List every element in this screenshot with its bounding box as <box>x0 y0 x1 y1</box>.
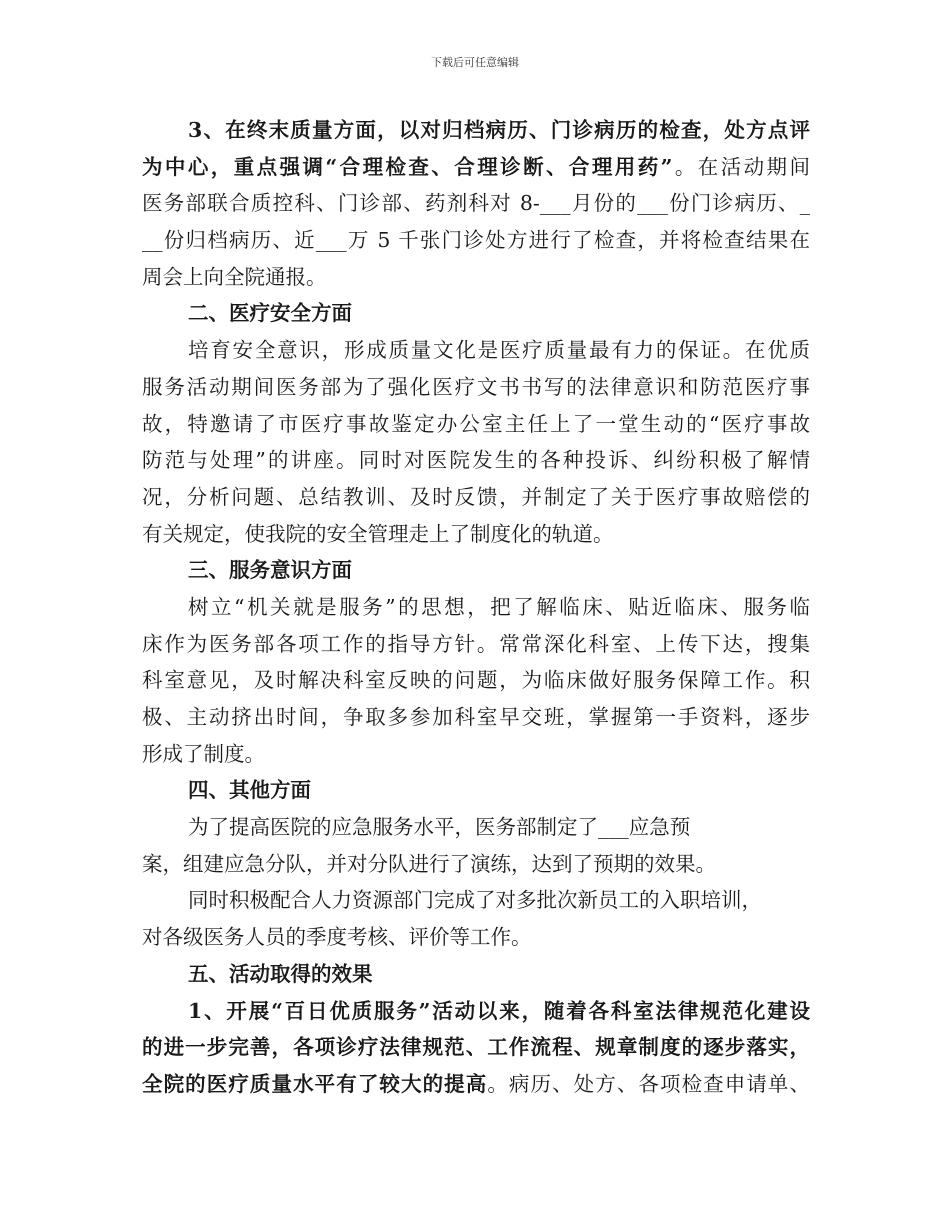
bold-text: 五、活动取得的效果 <box>188 961 373 986</box>
text-line <box>142 222 810 259</box>
bold-text: 四、其他方面 <box>188 778 311 803</box>
body-text: 医务部联合质控科、门诊部、药剂科对 8-___月份的___份门诊病历、_ <box>142 191 810 216</box>
document-body <box>142 112 810 1103</box>
text-line <box>142 956 810 993</box>
text-line <box>142 1066 810 1103</box>
body-text: 。在活动期间 <box>672 154 810 179</box>
bold-text: 二、医疗安全方面 <box>188 301 352 326</box>
bold-text: 全院的医疗质量水平有了较大的提高 <box>142 1071 488 1096</box>
body-text: 科室意见，及时解决科室反映的问题，为临床做好服务保障工作。积 <box>142 668 810 693</box>
text-line <box>142 149 810 186</box>
body-text: 极、主动挤出时间，争取多参加科室早交班，掌握第一手资料，逐步 <box>142 705 810 729</box>
text-line <box>142 259 810 296</box>
text-line <box>142 993 810 1030</box>
body-text: 况，分析问题、总结教训、及时反馈，并制定了关于医疗事故赔偿的 <box>142 484 810 509</box>
bold-text: 为中心，重点强调“合理检查、合理诊断、合理用药” <box>142 154 673 179</box>
body-text: 树立“机关就是服务”的思想，把了解临床、贴近临床、服务临 <box>188 594 810 619</box>
text-line <box>142 185 810 222</box>
text-line <box>142 589 810 626</box>
body-text: 为了提高医院的应急服务水平，医务部制定了___应急预 <box>188 815 691 840</box>
text-line <box>142 772 810 809</box>
body-text: 故，特邀请了市医疗事故鉴定办公室主任上了一堂生动的“医疗事故 <box>142 411 810 436</box>
body-text: 培育安全意识，形成质量文化是医疗质量最有力的保证。在优质 <box>188 338 810 363</box>
text-line <box>142 662 810 699</box>
text-line <box>142 479 810 516</box>
text-line <box>142 809 810 846</box>
text-line <box>142 552 810 589</box>
text-line <box>142 332 810 369</box>
body-text: 。病历、处方、各项检查申请单、 <box>487 1071 810 1096</box>
text-line <box>142 112 810 149</box>
body-text: 有关规定，使我院的安全管理走上了制度化的轨道。 <box>142 521 614 546</box>
body-text: 服务活动期间医务部为了强化医疗文书书写的法律意识和防范医疗事 <box>142 374 810 399</box>
body-text: 案，组建应急分队，并对分队进行了演练，达到了预期的效果。 <box>142 851 716 876</box>
body-text: 周会上向全院通报。 <box>142 264 327 289</box>
text-line <box>142 406 810 443</box>
body-text: 对各级医务人员的季度考核、评价等工作。 <box>142 925 532 950</box>
text-line <box>142 1029 810 1066</box>
bold-text: 1、开展“百日优质服务”活动以来，随着各科室法律规范化建设 <box>188 998 810 1023</box>
text-line <box>142 626 810 663</box>
body-text: 同时积极配合人力资源部门完成了对多批次新员工的入职培训， <box>188 888 762 913</box>
bold-text: 的进一步完善，各项诊疗法律规范、工作流程、规章制度的逐步落实， <box>142 1035 810 1060</box>
bold-text: 三、服务意识方面 <box>188 558 352 583</box>
body-text: 防范与处理”的讲座。同时对医院发生的各种投诉、纠纷积极了解情 <box>142 448 810 473</box>
body-text: 床作为医务部各项工作的指导方针。常常深化科室、上传下达，搜集 <box>142 631 810 656</box>
text-line <box>142 736 810 773</box>
bold-text: 3、在终末质量方面，以对归档病历、门诊病历的检查，处方点评 <box>188 118 810 142</box>
body-text: __份归档病历、近___万 5 千张门诊处方进行了检查，并将检查结果在 <box>142 228 810 253</box>
text-line <box>142 882 810 919</box>
text-line <box>142 846 810 883</box>
text-line <box>142 442 810 479</box>
text-line <box>142 699 810 736</box>
text-line <box>142 516 810 553</box>
text-line <box>142 369 810 406</box>
body-text: 形成了制度。 <box>142 741 265 766</box>
page-header: 下载后可任意编辑 <box>431 56 519 69</box>
text-line <box>142 295 810 332</box>
text-line <box>142 919 810 956</box>
